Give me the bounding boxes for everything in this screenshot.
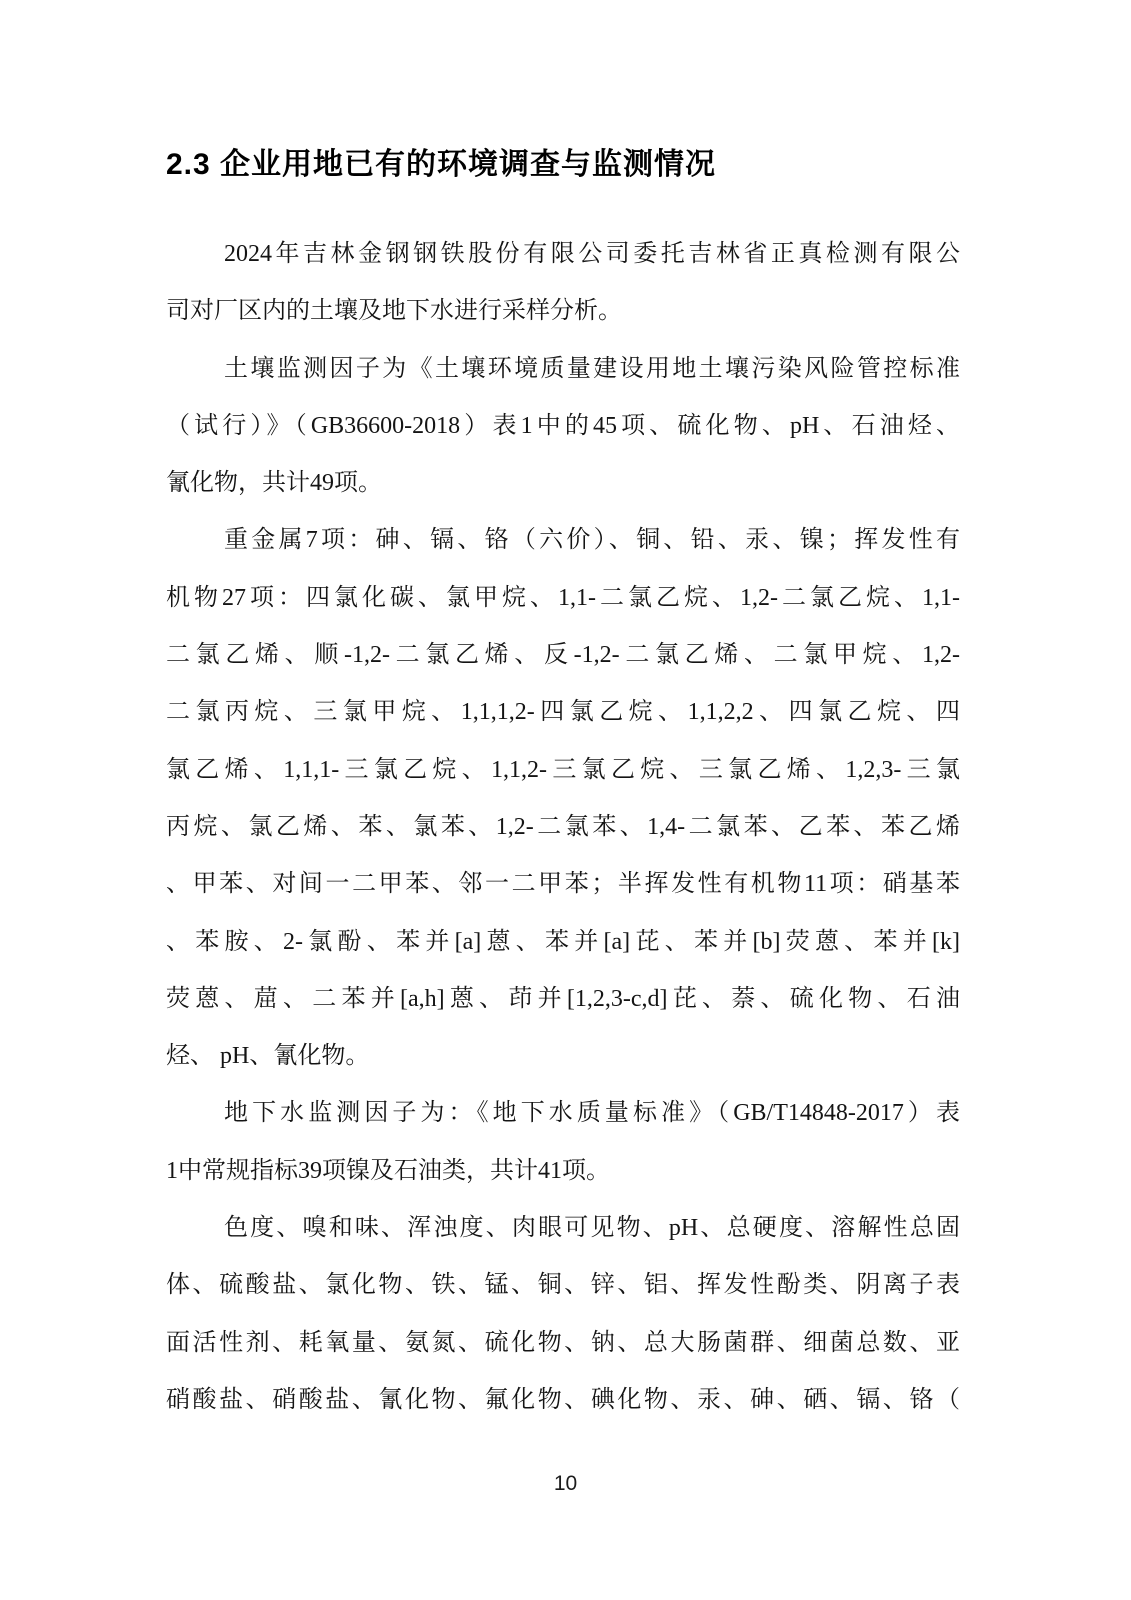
text-line-p3-l8: 、苯胺、2-氯酚、苯并[a]蒽、苯并[a]芘、苯并[b]荧蒽、苯并[k] [166, 928, 960, 955]
page-number: 10 [553, 1472, 578, 1495]
text-line-p3-l7: 、甲苯、对间一二甲苯、邻一二甲苯；半挥发性有机物11项：硝基苯 [166, 871, 960, 898]
text-line-p2-l3: 氰化物，共计49项。 [166, 470, 382, 497]
text-line-p5-l2: 体、硫酸盐、氯化物、铁、锰、铜、锌、铝、挥发性酚类、阴离子表 [166, 1272, 960, 1299]
text-line-p3-l3: 二氯乙烯、顺-1,2-二氯乙烯、反-1,2-二氯乙烯、二氯甲烷、1,2- [166, 642, 960, 669]
text-line-p3-l6: 丙烷、氯乙烯、苯、氯苯、1,2-二氯苯、1,4-二氯苯、乙苯、苯乙烯 [166, 813, 960, 840]
text-line-p5-l1: 色度、嗅和味、浑浊度、肉眼可见物、pH、总硬度、溶解性总固 [224, 1215, 960, 1242]
text-line-p4-l2: 1中常规指标39项镍及石油类，共计41项。 [166, 1157, 610, 1184]
text-line-p2-l1: 土壤监测因子为《土壤环境质量建设用地土壤污染风险管控标准 [224, 355, 960, 382]
page-content [166, 146, 960, 1429]
text-line-p3-l4: 二氯丙烷、三氯甲烷、1,1,1,2-四氯乙烷、1,1,2,2、四氯乙烷、四 [166, 699, 960, 726]
text-line-p5-l4: 硝酸盐、硝酸盐、氰化物、氟化物、碘化物、汞、砷、硒、镉、铬（ [166, 1386, 960, 1413]
text-line-p4-l1: 地下水监测因子为：《地下水质量标准》（GB/T14848-2017）表 [224, 1100, 960, 1127]
text-line-p3-l10: 烃、 pH、氰化物。 [166, 1043, 370, 1070]
text-line-p3-l2: 机物27项：四氯化碳、氯甲烷、1,1-二氯乙烷、1,2-二氯乙烷、1,1- [166, 584, 960, 611]
text-line-p2-l2: （试行）》（GB36600-2018）表1中的45项、硫化物、pH、石油烃、 [166, 412, 960, 439]
text-line-p3-l9: 荧蒽、䓛、二苯并[a,h]蒽、茚并[1,2,3-c,d]芘、萘、硫化物、石油 [166, 985, 960, 1012]
document-body [166, 226, 960, 1429]
text-line-p3-l1: 重金属7项：砷、镉、铬（六价）、铜、铅、汞、镍；挥发性有 [224, 527, 960, 554]
text-line-p5-l3: 面活性剂、耗氧量、氨氮、硫化物、钠、总大肠菌群、细菌总数、亚 [166, 1329, 960, 1356]
text-line-p1-l1: 2024年吉林金钢钢铁股份有限公司委托吉林省正真检测有限公 [224, 241, 960, 267]
text-line-p1-l2: 司对厂区内的土壤及地下水进行采样分析。 [166, 298, 622, 325]
text-line-p3-l5: 氯乙烯、1,1,1-三氯乙烷、1,1,2-三氯乙烷、三氯乙烯、1,2,3-三氯 [166, 756, 960, 783]
section-heading: 2.3 企业用地已有的环境调查与监测情况 [166, 148, 717, 181]
